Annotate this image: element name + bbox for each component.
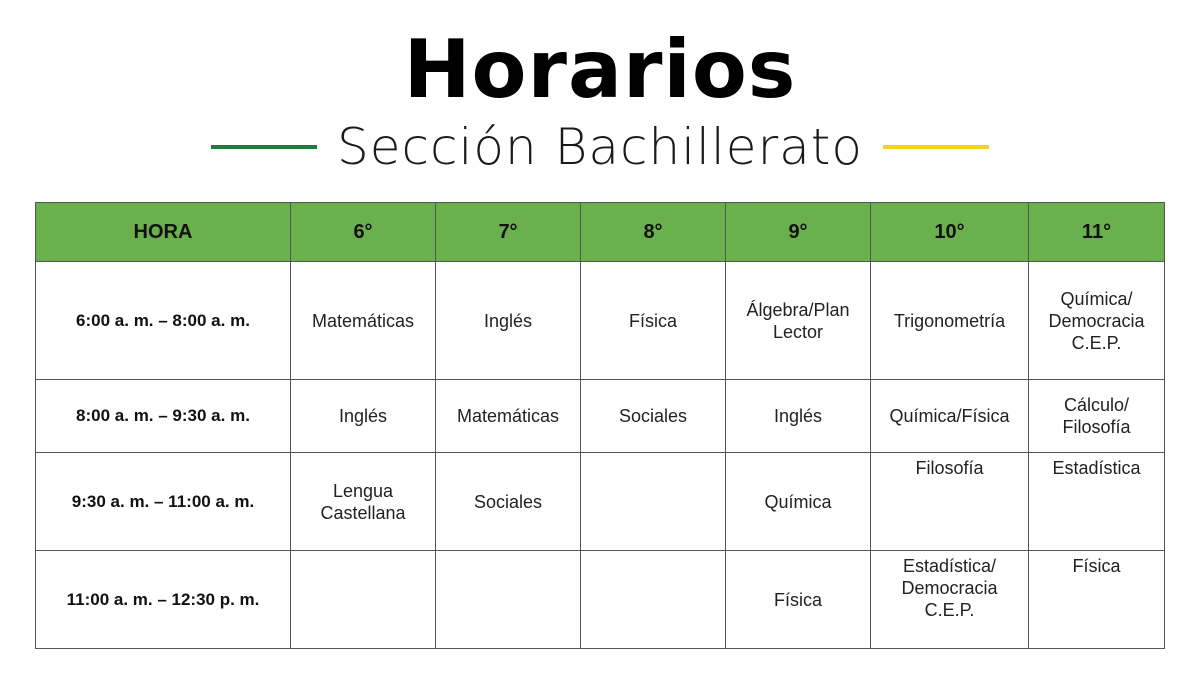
table-row — [36, 262, 1165, 380]
header-grade-9: 9° — [726, 203, 871, 262]
table-cell — [581, 453, 726, 551]
yellow-divider — [883, 145, 989, 149]
header-hora: HORA — [36, 203, 291, 262]
hour-cell: 11:00 a. m. – 12:30 p. m. — [36, 551, 291, 649]
table-row — [36, 380, 1165, 453]
table-cell: Inglés — [726, 380, 871, 453]
table-cell: Álgebra/Plan Lector — [726, 262, 871, 380]
table-cell: Física — [581, 262, 726, 380]
table-cell: Estadística/ Democracia C.E.P. — [871, 551, 1029, 649]
table-cell: Lengua Castellana — [291, 453, 436, 551]
table-cell: Física — [726, 551, 871, 649]
header-grade-7: 7° — [436, 203, 581, 262]
table-cell: Sociales — [436, 453, 581, 551]
header-grade-6: 6° — [291, 203, 436, 262]
table-cell: Química — [726, 453, 871, 551]
table-cell: Filosofía — [871, 453, 1029, 551]
table-cell — [581, 551, 726, 649]
table-cell: Química/Física — [871, 380, 1029, 453]
hour-cell: 6:00 a. m. – 8:00 a. m. — [36, 262, 291, 380]
hour-cell: 9:30 a. m. – 11:00 a. m. — [36, 453, 291, 551]
page-title: Horarios — [403, 23, 797, 116]
schedule-table — [35, 202, 1165, 649]
table-cell: Matemáticas — [291, 262, 436, 380]
header-grade-10: 10° — [871, 203, 1029, 262]
table-cell: Inglés — [436, 262, 581, 380]
table-cell: Química/ Democracia C.E.P. — [1029, 262, 1165, 380]
page-subtitle: Sección Bachillerato — [337, 118, 863, 176]
table-row — [36, 551, 1165, 649]
subtitle-row — [0, 112, 1200, 182]
table-header-row — [36, 203, 1165, 262]
table-cell — [436, 551, 581, 649]
table-cell — [291, 551, 436, 649]
table-cell: Trigonometría — [871, 262, 1029, 380]
table-cell: Cálculo/ Filosofía — [1029, 380, 1165, 453]
table-cell: Inglés — [291, 380, 436, 453]
table-cell: Sociales — [581, 380, 726, 453]
table-cell: Física — [1029, 551, 1165, 649]
hour-cell: 8:00 a. m. – 9:30 a. m. — [36, 380, 291, 453]
header-grade-8: 8° — [581, 203, 726, 262]
table-cell: Estadística — [1029, 453, 1165, 551]
header-grade-11: 11° — [1029, 203, 1165, 262]
table-row — [36, 453, 1165, 551]
green-divider — [211, 145, 317, 149]
table-cell: Matemáticas — [436, 380, 581, 453]
